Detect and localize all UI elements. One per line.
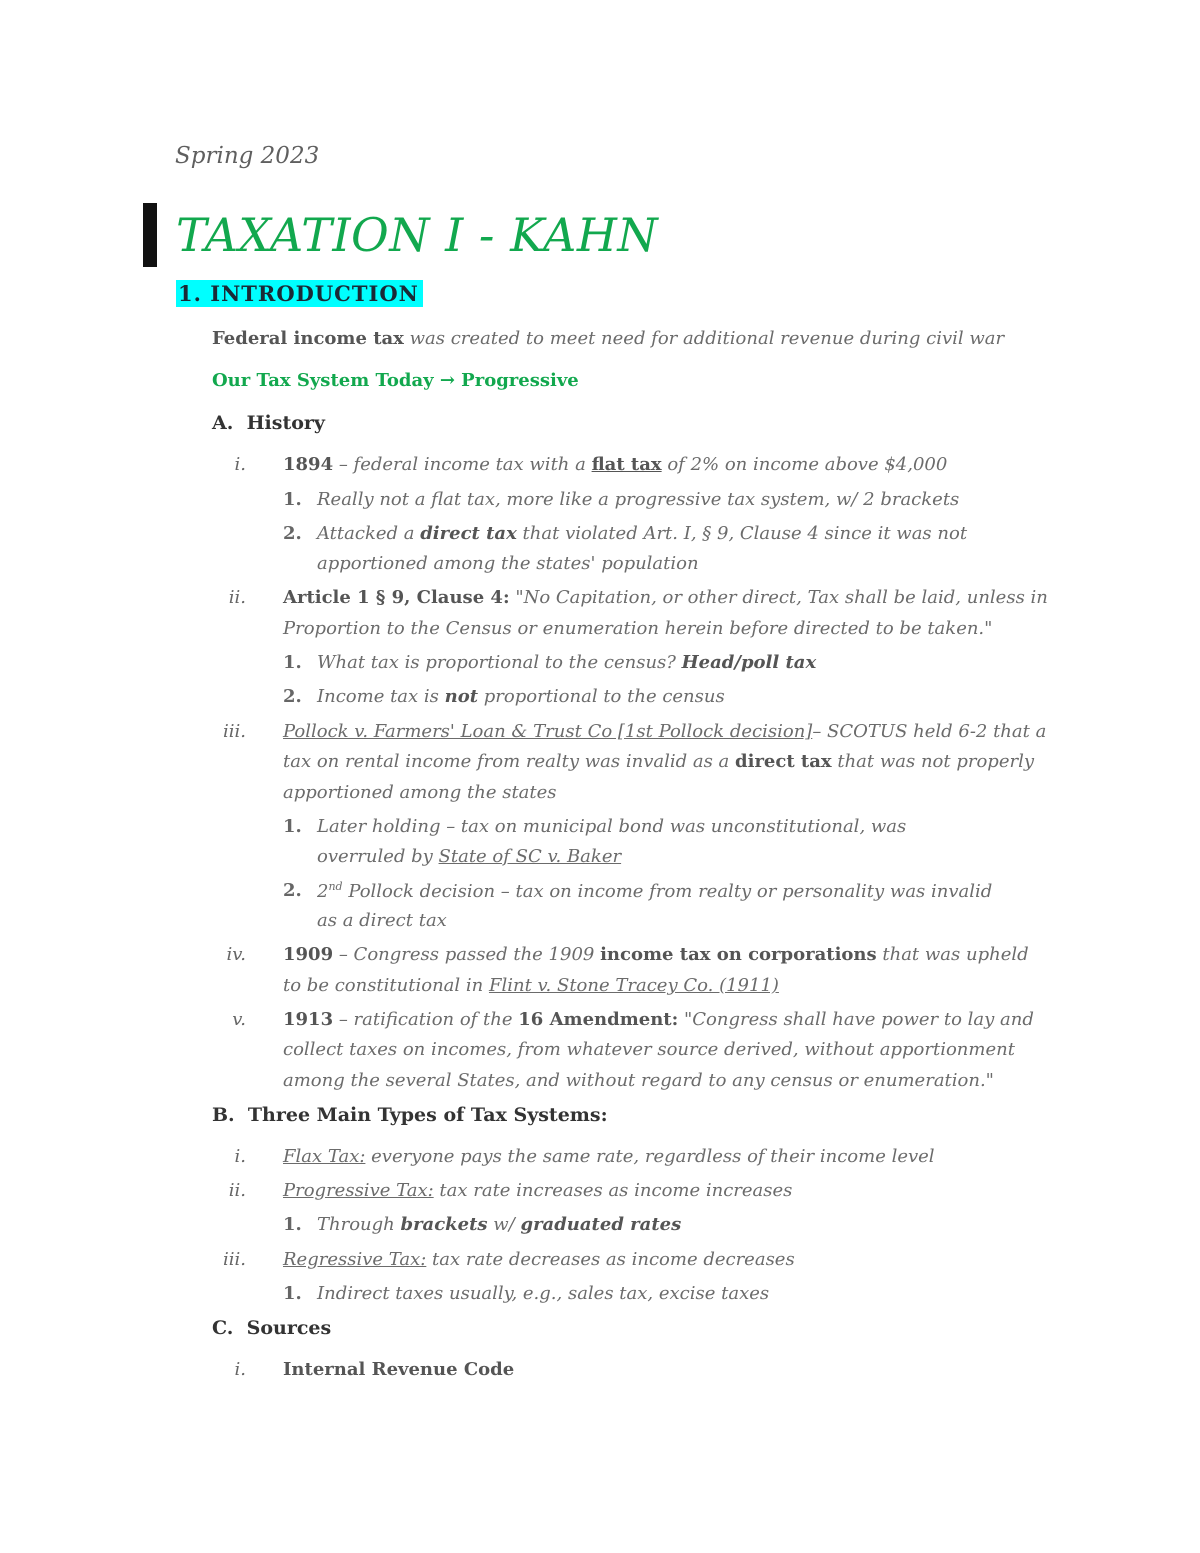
list-item-continuation xyxy=(283,751,1034,772)
list-label: 2. xyxy=(283,880,302,901)
text: of 2% on income above $4,000 xyxy=(661,454,948,475)
list-item-continuation: apportioned among the states' population xyxy=(317,553,699,574)
ordinal-suffix: nd xyxy=(328,880,343,893)
heading-tax-systems xyxy=(212,1104,608,1126)
list-label: i. xyxy=(234,454,246,475)
list-label: v. xyxy=(232,1009,246,1030)
list-label: 1. xyxy=(283,816,302,837)
text: overruled by xyxy=(317,846,439,867)
direct-tax-term: direct tax xyxy=(420,523,517,544)
direct-tax-term: direct tax xyxy=(735,751,832,772)
text: Income tax is xyxy=(317,686,445,707)
type-progressive xyxy=(283,1180,792,1201)
document-title: TAXATION I - KAHN xyxy=(176,208,659,262)
brackets-term: brackets xyxy=(400,1214,488,1235)
list-item xyxy=(317,880,992,902)
list-item: Really not a flat tax, more like a progressive tax system, w/ 2 brackets xyxy=(317,489,960,510)
heading-label: A. xyxy=(212,412,234,434)
text: – federal income tax with a xyxy=(333,454,592,475)
list-label: ii. xyxy=(228,587,246,608)
list-label: ii. xyxy=(228,1180,246,1201)
list-item-continuation xyxy=(317,846,621,867)
not-term: not xyxy=(444,686,479,707)
list-item xyxy=(317,686,725,707)
corp-income-tax: income tax on corporations xyxy=(600,944,877,965)
text: everyone pays the same rate, regardless of their income level xyxy=(365,1146,935,1167)
text: proportional to the census xyxy=(478,686,725,707)
list-item-continuation: collect taxes on incomes, from whatever source derived, without apportionment xyxy=(283,1039,1015,1060)
list-label: i. xyxy=(234,1146,246,1167)
source-irc: Internal Revenue Code xyxy=(283,1359,515,1380)
list-item xyxy=(317,523,967,544)
term: Progressive Tax: xyxy=(283,1180,434,1201)
list-label: 1. xyxy=(283,652,302,673)
history-item-pollock xyxy=(283,721,1046,742)
text: tax on rental income from realty was invalid as a xyxy=(283,751,736,772)
list-label: 2. xyxy=(283,686,302,707)
text: Through xyxy=(317,1214,401,1235)
text: that violated Art. I, § 9, Clause 4 since it was not xyxy=(516,523,968,544)
list-item-continuation: as a direct tax xyxy=(317,910,447,931)
history-item-1913 xyxy=(283,1009,1034,1030)
list-item: Indirect taxes usually, e.g., sales tax, excise taxes xyxy=(317,1283,770,1304)
text: What tax is proportional to the census? xyxy=(317,652,682,673)
graduated-rates-term: graduated rates xyxy=(520,1214,682,1235)
intro-rest: was created to meet need for additional revenue during civil war xyxy=(403,328,1005,349)
text: tax rate increases as income increases xyxy=(433,1180,793,1201)
heading-label: C. xyxy=(212,1317,234,1339)
intro-paragraph xyxy=(212,328,1004,349)
title-bar-marker xyxy=(143,203,157,267)
list-item xyxy=(317,1214,681,1235)
ordinal: 2 xyxy=(317,881,329,902)
term: Regressive Tax: xyxy=(283,1249,427,1270)
text: – Congress passed the 1909 xyxy=(333,944,601,965)
section-title: INTRODUCTION xyxy=(210,281,419,306)
year: 1894 xyxy=(283,454,334,475)
text: that was upheld xyxy=(876,944,1029,965)
case-pollock: Pollock v. Farmers' Loan & Trust Co [1st Pollock decision] xyxy=(283,721,813,742)
type-regressive xyxy=(283,1249,795,1270)
head-poll-tax: Head/poll tax xyxy=(681,652,817,673)
semester-label: Spring 2023 xyxy=(175,143,320,169)
type-flat xyxy=(283,1146,935,1167)
term: Flax Tax: xyxy=(283,1146,366,1167)
text: – SCOTUS held 6-2 that a xyxy=(812,721,1047,742)
flat-tax-term: flat tax xyxy=(591,454,662,475)
heading-text: History xyxy=(246,412,325,434)
list-label: i. xyxy=(234,1359,246,1380)
text: Attacked a xyxy=(317,523,421,544)
heading-history xyxy=(212,412,325,434)
heading-sources xyxy=(212,1317,331,1339)
intro-bold: Federal income tax xyxy=(212,328,404,349)
text: "Congress shall have power to lay and xyxy=(678,1009,1034,1030)
list-item xyxy=(317,652,816,673)
section-heading-introduction xyxy=(176,280,423,307)
heading-label: B. xyxy=(212,1104,235,1126)
heading-text: Three Main Types of Tax Systems: xyxy=(247,1104,608,1126)
list-label: iii. xyxy=(223,721,246,742)
system-today-line: Our Tax System Today → Progressive xyxy=(212,370,579,391)
heading-text: Sources xyxy=(246,1317,332,1339)
quote-continuation: Proportion to the Census or enumeration herein before directed to be taken." xyxy=(283,618,993,639)
list-label: 1. xyxy=(283,489,302,510)
list-label: 1. xyxy=(283,1214,302,1235)
text: Pollock decision – tax on income from realty or personality was invalid xyxy=(342,881,993,902)
section-number: 1. xyxy=(178,281,202,306)
quote: "No Capitation, or other direct, Tax shall be laid, unless in xyxy=(509,587,1048,608)
list-label: 1. xyxy=(283,1283,302,1304)
list-item-continuation: apportioned among the states xyxy=(283,782,557,803)
text: – ratification of the xyxy=(333,1009,519,1030)
year: 1909 xyxy=(283,944,334,965)
history-item-1909 xyxy=(283,944,1029,965)
list-label: iv. xyxy=(226,944,246,965)
list-item: Later holding – tax on municipal bond was unconstitutional, was xyxy=(317,816,907,837)
text: tax rate decreases as income decreases xyxy=(426,1249,795,1270)
text: w/ xyxy=(487,1214,521,1235)
history-item-1894 xyxy=(283,454,947,475)
year: 1913 xyxy=(283,1009,334,1030)
case-sc-baker: State of SC v. Baker xyxy=(438,846,622,867)
history-item-article xyxy=(283,587,1048,608)
list-label: 2. xyxy=(283,523,302,544)
list-item-continuation: among the several States, and without regard to any census or enumeration." xyxy=(283,1070,994,1091)
sixteenth-amendment: 16 Amendment: xyxy=(518,1009,679,1030)
case-flint: Flint v. Stone Tracey Co. (1911) xyxy=(488,975,779,996)
text: to be constitutional in xyxy=(283,975,489,996)
list-label: iii. xyxy=(223,1249,246,1270)
article-ref: Article 1 § 9, Clause 4: xyxy=(283,587,510,608)
list-item-continuation xyxy=(283,975,779,996)
text: that was not properly xyxy=(831,751,1035,772)
